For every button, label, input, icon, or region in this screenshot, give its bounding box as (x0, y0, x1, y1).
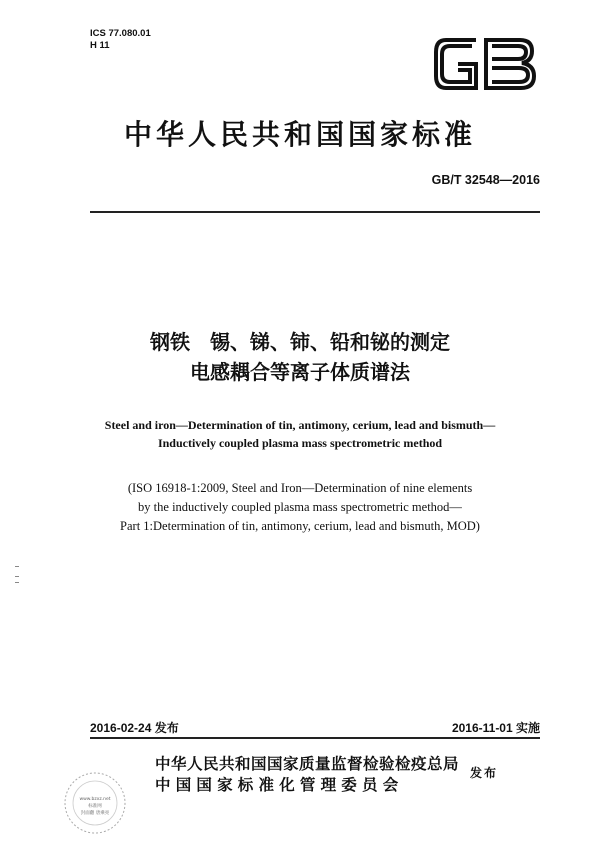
stamp-text-url: www.bzxz.net (79, 797, 111, 802)
ics-code: ICS 77.080.01 (90, 28, 151, 39)
classification-codes (90, 28, 151, 52)
stamp-text-site: 标准网 (88, 804, 102, 809)
gb-logo (428, 30, 540, 96)
english-title-line2: Inductively coupled plasma mass spectrometric method (157, 436, 443, 450)
chinese-title-line1: 钢铁 锡、锑、铈、铅和铋的测定 (150, 330, 450, 354)
issuer-aqsiq: 中华人民共和国国家质量监督检验检疫总局 (155, 755, 460, 773)
iso-reference-line3: Part 1:Determination of tin, antimony, cerium, lead and bismuth, MOD) (120, 519, 480, 533)
issuer-sac: 中国国家标准化管理委员会 (155, 776, 404, 794)
watermark-stamp (62, 770, 128, 836)
margin-mark (15, 582, 19, 583)
iso-reference-line2: by the inductively coupled plasma mass spectrometric method— (138, 500, 462, 514)
standard-code: GB/T 32548—2016 (431, 173, 540, 187)
bottom-divider (90, 737, 540, 739)
issue-label: 发布 (470, 766, 499, 780)
standard-type-heading: 中华人民共和国国家标准 (123, 118, 476, 151)
implementation-date: 2016-11-01 实施 (451, 721, 540, 735)
ccs-code: H 11 (90, 40, 110, 51)
english-title-line1: Steel and iron—Determination of tin, antimony, cerium, lead and bismuth— (104, 418, 496, 432)
top-divider (90, 211, 540, 213)
margin-mark (15, 566, 19, 567)
chinese-title-line2: 电感耦合等离子体质谱法 (190, 360, 410, 384)
margin-mark (15, 576, 19, 577)
iso-reference-line1: (ISO 16918-1:2009, Steel and Iron—Determination of nine elements (127, 481, 473, 495)
stamp-text-note: 封面翻 唐乘亮 (80, 811, 110, 816)
publication-date: 2016-02-24 发布 (90, 721, 179, 735)
